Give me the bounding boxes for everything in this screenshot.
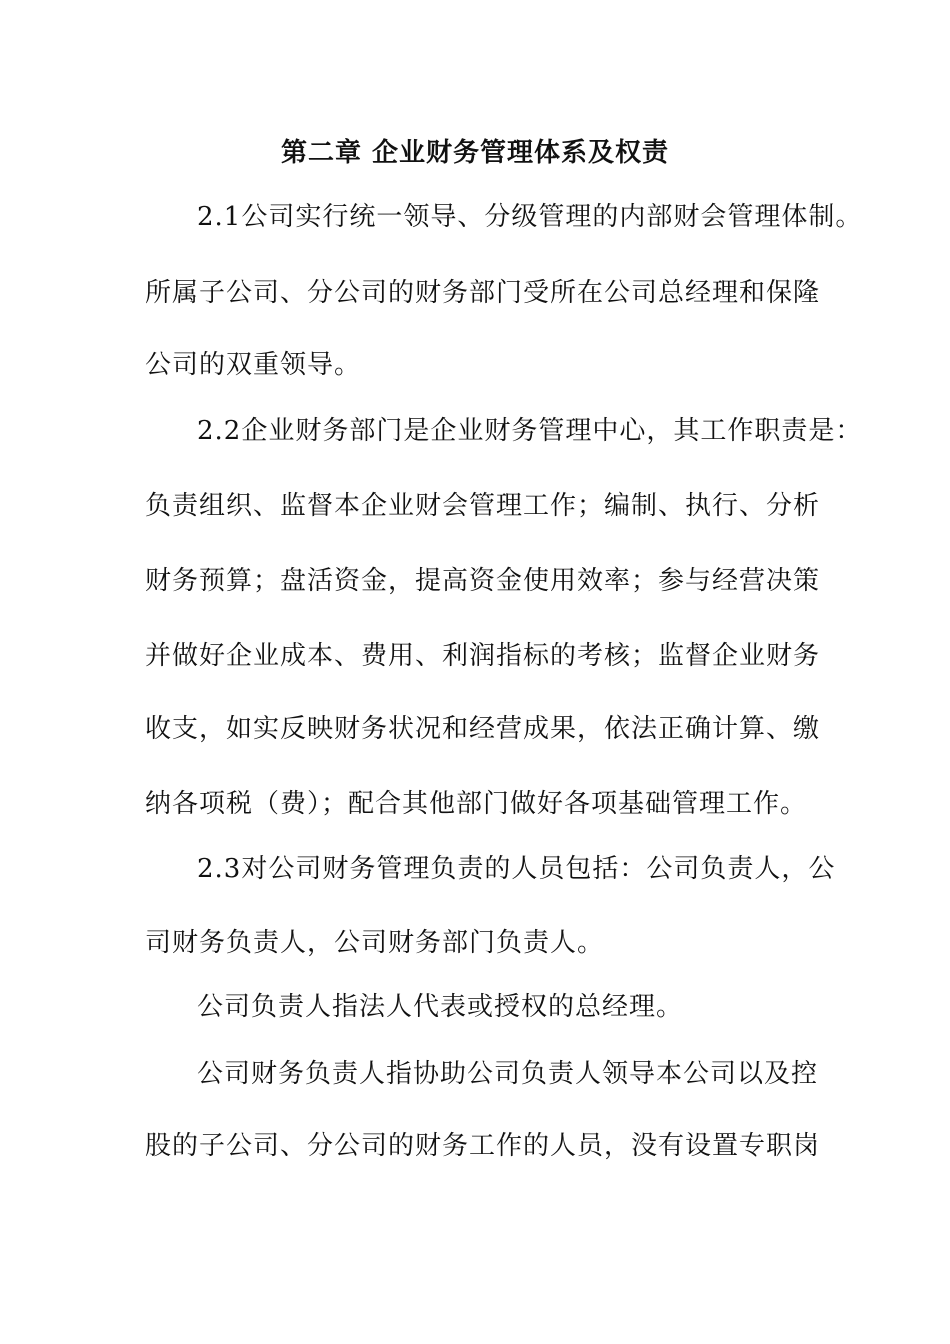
paragraph-line: 司财务负责人，公司财务部门负责人。 — [145, 928, 605, 958]
paragraph-line: 财务预算；盘活资金，提高资金使用效率；参与经营决策 — [145, 566, 821, 596]
paragraph-line: 2.2企业财务部门是企业财务管理中心，其工作职责是： — [197, 416, 863, 446]
paragraph-line: 并做好企业成本、费用、利润指标的考核；监督企业财务 — [145, 641, 821, 671]
paragraph-line: 负责组织、监督本企业财会管理工作；编制、执行、分析 — [145, 491, 821, 521]
paragraph-line: 公司财务负责人指协助公司负责人领导本公司以及控 — [197, 1059, 819, 1089]
paragraph-line: 2.1公司实行统一领导、分级管理的内部财会管理体制。 — [197, 202, 863, 232]
paragraph-line: 2.3对公司财务管理负责的人员包括：公司负责人，公 — [197, 854, 836, 884]
chapter-title: 第二章 企业财务管理体系及权责 — [280, 138, 670, 168]
paragraph-line: 股的子公司、分公司的财务工作的人员，没有设置专职岗 — [145, 1131, 821, 1161]
paragraph-line: 公司负责人指法人代表或授权的总经理。 — [197, 992, 684, 1022]
paragraph-line: 收支，如实反映财务状况和经营成果，依法正确计算、缴 — [145, 714, 821, 744]
paragraph-line: 公司的双重领导。 — [145, 350, 362, 380]
paragraph-line: 纳各项税（费）；配合其他部门做好各项基础管理工作。 — [145, 789, 808, 819]
paragraph-line: 所属子公司、分公司的财务部门受所在公司总经理和保隆 — [145, 278, 821, 308]
